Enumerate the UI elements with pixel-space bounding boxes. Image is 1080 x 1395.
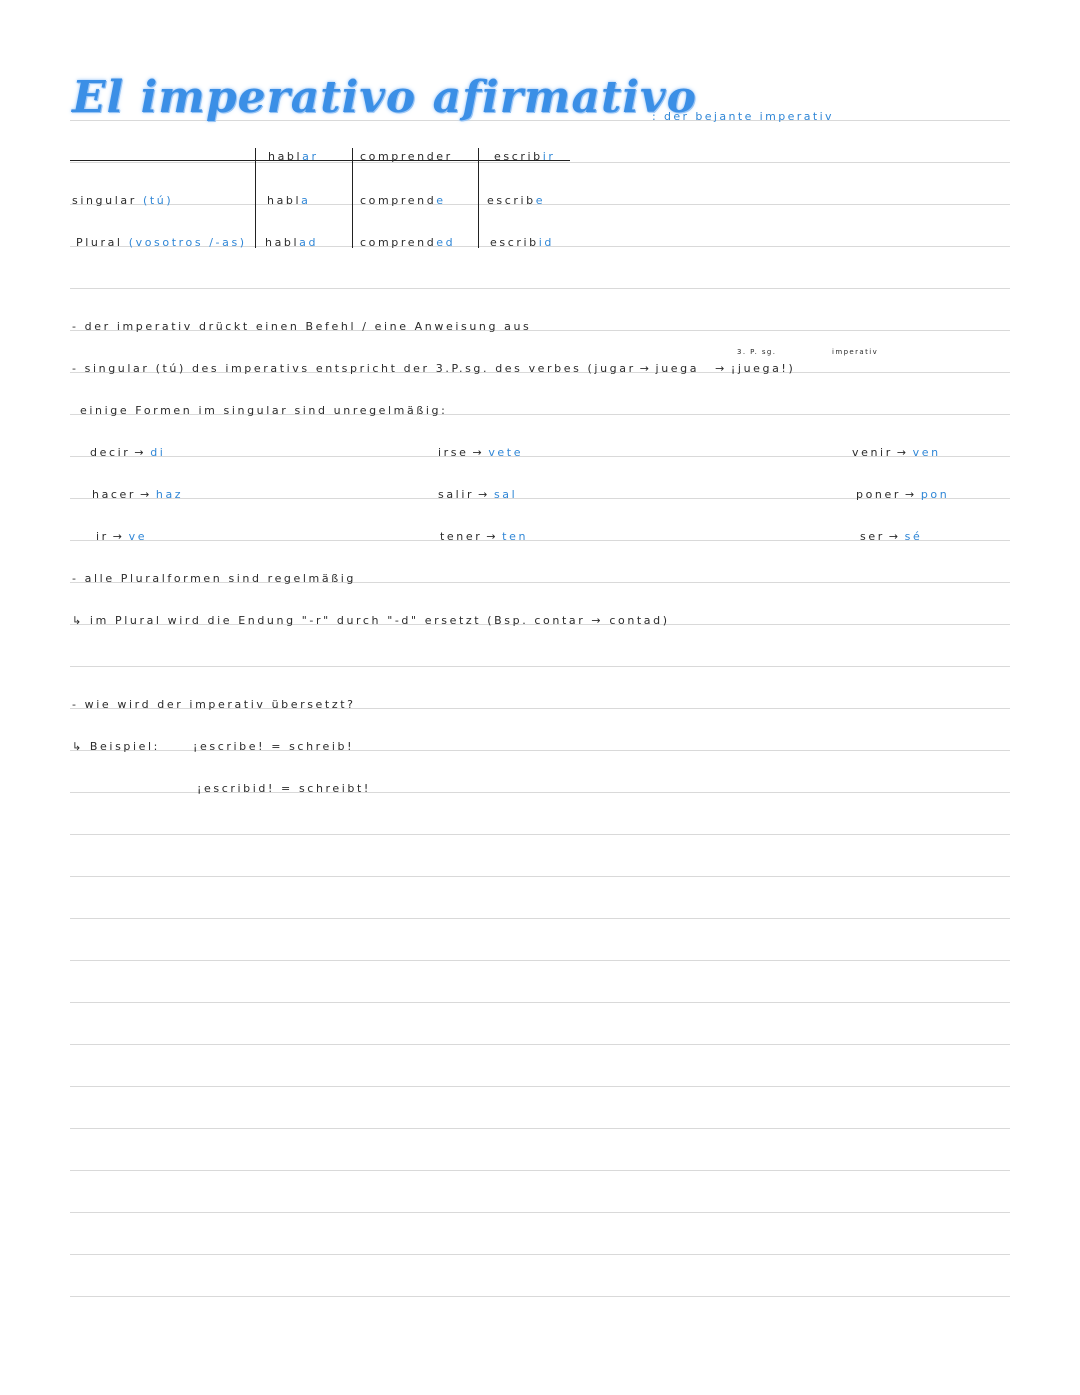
arrow-icon: →	[715, 362, 727, 375]
cell-plural-comprender: comprended	[360, 236, 456, 249]
cell-plural-hablar: hablad	[265, 236, 319, 249]
header-escribir: escribir	[494, 150, 556, 163]
row-label-singular: singular (tú)	[72, 194, 174, 207]
irregular-ser: ser → sé	[860, 530, 923, 543]
irregular-irse: irse → vete	[438, 446, 524, 459]
cell-singular-hablar: habla	[267, 194, 311, 207]
page-title: El imperativo afirmativo	[72, 72, 697, 123]
note-question: - wie wird der imperativ übersetzt?	[72, 698, 356, 711]
note-example-label: ↳ Beispiel:	[72, 740, 160, 753]
irregular-poner: poner → pon	[856, 488, 950, 501]
table-divider	[255, 148, 256, 248]
cell-plural-escribir: escribid	[490, 236, 554, 249]
irregular-hacer: hacer → haz	[92, 488, 184, 501]
irregular-salir: salir → sal	[438, 488, 518, 501]
note-singular-rule: - singular (tú) des imperativs entspricht der 3.P.sg. des verbes (jugar → juega → ¡juega!)	[72, 362, 796, 375]
table-divider	[352, 148, 353, 248]
header-comprender: comprender	[360, 150, 453, 163]
header-hablar: hablar	[268, 150, 319, 163]
page-subtitle: : der bejante imperativ	[652, 110, 834, 123]
small-label-imperativ: imperativ	[832, 348, 879, 356]
irregular-decir: decir → di	[90, 446, 166, 459]
cell-singular-escribir: escribe	[487, 194, 546, 207]
table-divider	[478, 148, 479, 248]
note-example-2: ¡escribid! = schreibt!	[197, 782, 371, 795]
note-plural-regular: - alle Pluralformen sind regelmäßig	[72, 572, 356, 585]
row-label-plural: Plural (vosotros /-as)	[76, 236, 247, 249]
note-plural-rule: ↳ im Plural wird die Endung "-r" durch "-d" ersetzt (Bsp. contar → contad)	[72, 614, 670, 627]
note-irregular-intro: einige Formen im singular sind unregelmäßig:	[80, 404, 448, 417]
irregular-venir: venir → ven	[852, 446, 941, 459]
cell-singular-comprender: comprende	[360, 194, 446, 207]
arrow-icon: →	[639, 362, 652, 375]
note-example-1: ¡escribe! = schreib!	[193, 740, 355, 753]
small-label-3psg: 3. P. sg.	[737, 348, 777, 356]
note-befehl: - der imperativ drückt einen Befehl / eine Anweisung aus	[72, 320, 532, 333]
irregular-tener: tener → ten	[440, 530, 529, 543]
irregular-ir: ir → ve	[96, 530, 148, 543]
